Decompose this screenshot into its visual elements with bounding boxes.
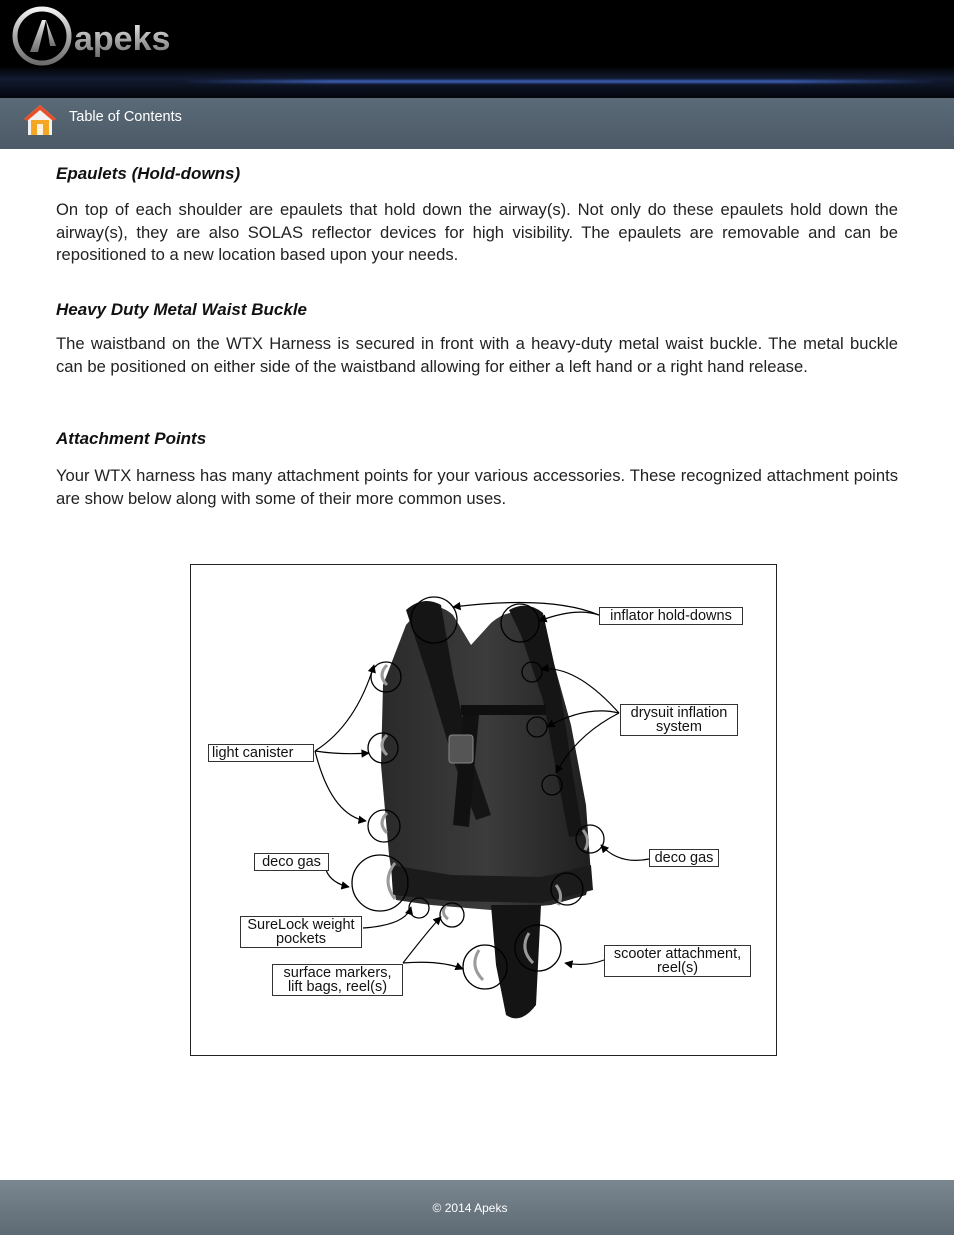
section-paragraph: The waistband on the WTX Harness is secured in front with a heavy-duty metal waist buckle. The metal buckle can be positioned on either side of the waistband allowing for either a left hand or a right hand release. xyxy=(56,334,898,376)
section-heading: Epaulets (Hold-downs) xyxy=(56,164,241,183)
section-epaulets xyxy=(56,164,898,184)
label-inflator-hold-downs: inflator hold-downs xyxy=(599,607,743,625)
copyright-text: © 2014 Apeks xyxy=(432,1201,508,1215)
section-waist-buckle xyxy=(56,300,898,320)
label-light-canister: light canister xyxy=(208,744,314,762)
header-banner xyxy=(0,0,954,98)
section-attachment-points xyxy=(56,429,898,449)
header-glow-line xyxy=(180,80,940,83)
table-of-contents-link[interactable]: Table of Contents xyxy=(69,109,182,125)
nav-bar xyxy=(0,98,954,149)
section-heading: Attachment Points xyxy=(56,429,207,448)
section-paragraph: Your WTX harness has many attachment points for your various accessories. These recognized attachment points are show below along with some of their more common uses. xyxy=(56,466,898,508)
label-drysuit-inflation: drysuit inflation system xyxy=(620,704,738,736)
apeks-logo xyxy=(12,6,242,66)
section-waist-buckle-body xyxy=(56,333,898,378)
home-icon[interactable] xyxy=(22,102,58,138)
label-surelock-weight-pockets: SureLock weight pockets xyxy=(240,916,362,948)
section-attachment-points-body xyxy=(56,465,898,510)
section-paragraph: On top of each shoulder are epaulets that hold down the airway(s). Not only do these epaulets hold down the airway(s), they are also SOLAS reflector devices for high visibility. The epaulets are removable and can be repositioned to a new location based upon your needs. xyxy=(56,200,898,265)
label-scooter-attachment: scooter attachment, reel(s) xyxy=(604,945,751,977)
section-epaulets-body xyxy=(56,199,898,267)
section-heading: Heavy Duty Metal Waist Buckle xyxy=(56,300,307,319)
label-deco-gas-left: deco gas xyxy=(254,853,329,871)
harness-diagram xyxy=(190,564,777,1056)
logo-wordmark: apeks xyxy=(74,20,171,58)
label-surface-markers: surface markers, lift bags, reel(s) xyxy=(272,964,403,996)
buckle xyxy=(449,735,473,763)
label-deco-gas-right: deco gas xyxy=(649,849,719,867)
chest-strap xyxy=(461,705,546,715)
